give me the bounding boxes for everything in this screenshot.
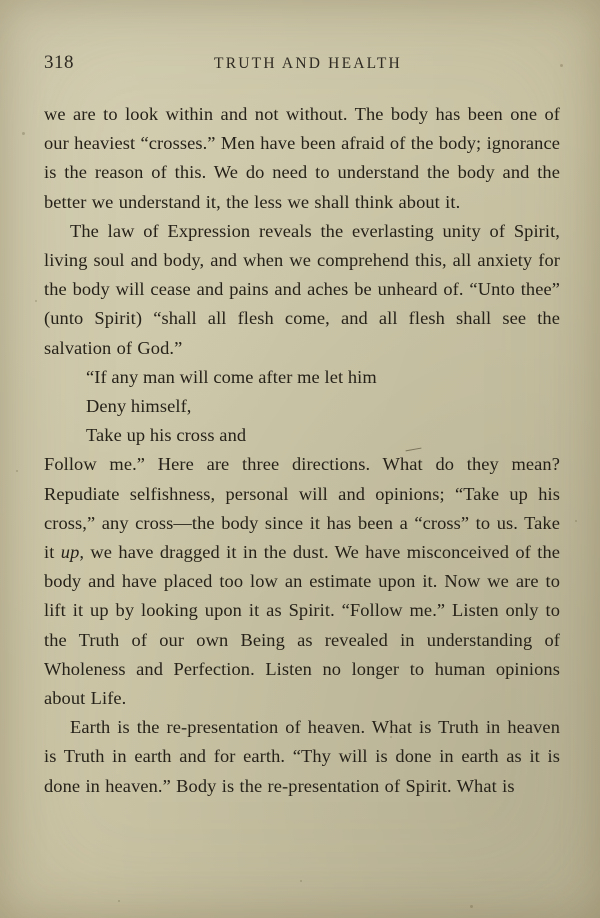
italic-emphasis: up, — [60, 542, 85, 563]
verse-line: Take up his cross and — [86, 425, 247, 446]
paper-speck — [118, 900, 120, 902]
paragraph: Earth is the re-presentation of heaven. What is Truth in heaven is Truth in earth and for earth. “Thy will is done in earth as it is done in heaven.” Body is the re-presentation of Spirit. What is — [44, 717, 560, 796]
running-head: TRUTH AND HEALTH — [214, 55, 402, 72]
paragraph: The law of Expression reveals the everlasting unity of Spirit, living soul and body, and when we comprehend this, all anxiety for the body will cease and pains and aches be unheard of. “Unto thee” (unto Spirit) “shall all flesh come, and all flesh shall see the salvation of God.” — [44, 220, 560, 358]
verse-block — [44, 363, 560, 451]
page-content — [44, 52, 560, 801]
paper-speck — [300, 880, 302, 882]
paper-speck — [35, 300, 37, 302]
page-number: 318 — [44, 52, 74, 73]
paragraph — [44, 450, 560, 713]
verse-line: Deny himself, — [86, 396, 192, 417]
paper-speck — [16, 470, 18, 472]
paragraph-text-after-italic: we have dragged it in the dust. We have misconceived of the body and have placed too low an estimate upon it. Now we are to lift it up by looking upon it as Spirit. “Follow me.” Listen only to the Truth of our own Being as revealed in understanding of Wholeness and Perfection. Listen no longer to human opinions about Life. — [44, 542, 561, 709]
paper-speck — [575, 520, 577, 522]
body-text — [44, 100, 560, 801]
paper-speck — [470, 905, 473, 908]
verse-line: “If any man will come after me let him — [86, 366, 377, 387]
page-header — [44, 52, 560, 86]
paper-speck — [560, 64, 563, 67]
paragraph-text-before-italic: Follow me.” Here are three directions. What do they mean? Repudiate selfishness, personal will and opinions; “Take up his cross,” any cross—the body since it has been a “cross” to us. Take it — [44, 454, 560, 563]
paragraph: we are to look within and not without. The body has been one of our heaviest “crosses.” Men have been afraid of the body; ignorance is the reason of this. We do need to understand the body and the better we understand it, the less we shall think about it. — [44, 104, 560, 212]
paper-speck — [22, 132, 25, 135]
